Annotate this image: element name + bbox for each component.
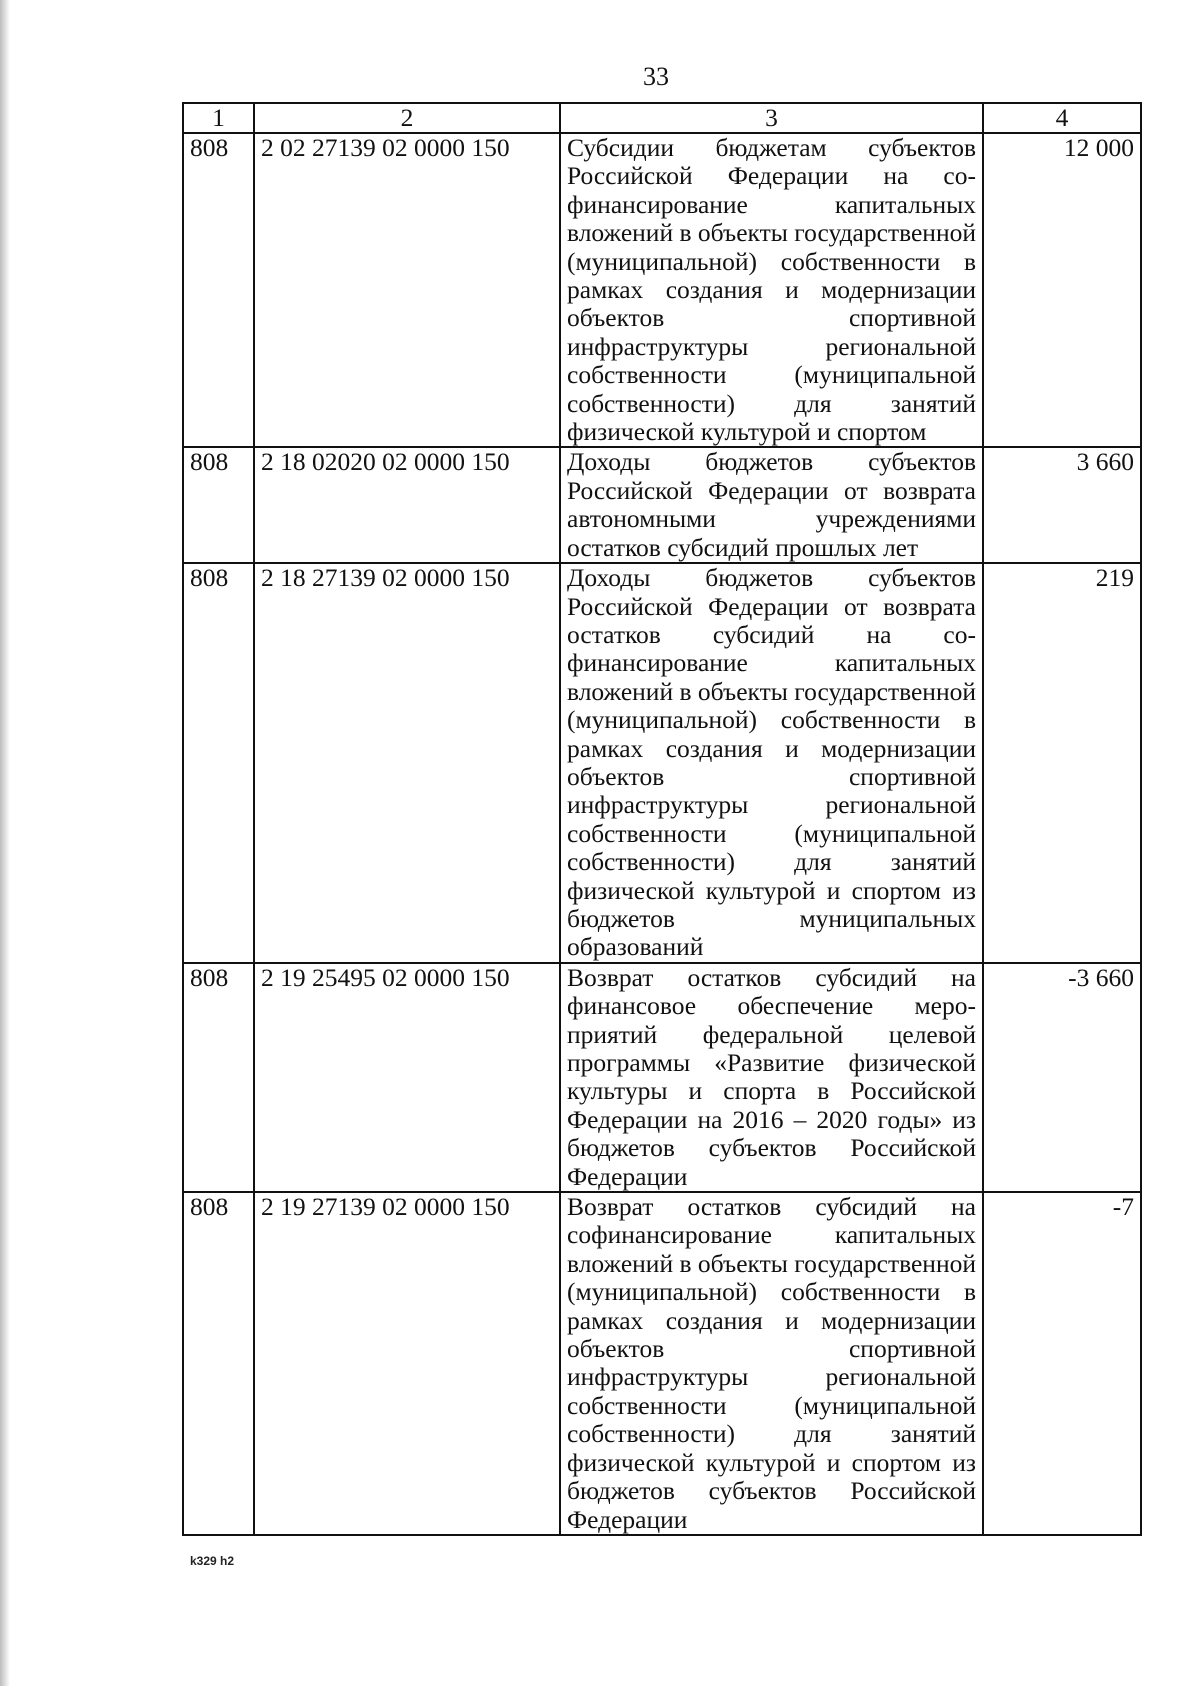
page-number: 33: [643, 62, 669, 91]
header-col-3: 3: [560, 103, 983, 133]
table-row: [183, 133, 1141, 447]
table-row: [183, 963, 1141, 1192]
budget-code-cell: 2 19 27139 02 0000 150: [254, 1192, 560, 1535]
revenue-table: [182, 102, 1142, 1536]
budget-code-cell: 2 02 27139 02 0000 150: [254, 133, 560, 447]
revenue-name-cell: Субсидии бюджетам субъектов Российской Федерации на софинансирование капитальных вложений в объекты государственной (муниципальной) собственности в рамках создания и модернизации объектов спортивной инфраструктуры региональной собственности (муниципальной собственности) для занятий физической культурой и спортом: [560, 133, 983, 447]
budget-code-cell: 2 19 25495 02 0000 150: [254, 963, 560, 1192]
budget-code-cell: 2 18 27139 02 0000 150: [254, 563, 560, 963]
admin-code-cell: 808: [183, 133, 254, 447]
scan-edge-shadow: [0, 0, 10, 1686]
amount-cell: 219: [983, 563, 1141, 963]
revenue-name-cell: Доходы бюджетов субъектов Российской Федерации от возврата автономными учреждениями остатков субсидий прошлых лет: [560, 447, 983, 563]
amount-cell: 12 000: [983, 133, 1141, 447]
revenue-name-cell: Возврат остатков субсидий на финансовое обеспечение мероприятий федеральной целевой программы «Развитие физической культуры и спорта в Российской Федерации на 2016 – 2020 годы» из бюджетов субъектов Российской Федерации: [560, 963, 983, 1192]
footer-document-code: k329 h2: [190, 1554, 235, 1568]
amount-cell: -7: [983, 1192, 1141, 1535]
header-col-1: 1: [183, 103, 254, 133]
admin-code-cell: 808: [183, 563, 254, 963]
admin-code-cell: 808: [183, 1192, 254, 1535]
table-header-row: [183, 103, 1141, 133]
table-row: [183, 1192, 1141, 1535]
admin-code-cell: 808: [183, 963, 254, 1192]
budget-code-cell: 2 18 02020 02 0000 150: [254, 447, 560, 563]
header-col-2: 2: [254, 103, 560, 133]
header-col-4: 4: [983, 103, 1141, 133]
revenue-name-cell: Возврат остатков субсидий на софинансирование капитальных вложений в объекты государственной (муниципальной) собственности в рамках создания и модернизации объектов спортивной инфраструктуры региональной собственности (муниципальной собственности) для занятий физической культурой и спортом из бюджетов субъектов Российской Федерации: [560, 1192, 983, 1535]
table-row: [183, 563, 1141, 963]
table-row: [183, 447, 1141, 563]
amount-cell: 3 660: [983, 447, 1141, 563]
revenue-name-cell: Доходы бюджетов субъектов Российской Федерации от возврата остатков субсидий на софинансирование капитальных вложений в объекты государственной (муниципальной) собственности в рамках создания и модернизации объектов спортивной инфраструктуры региональной собственности (муниципальной собственности) для занятий физической культурой и спортом из бюджетов муниципальных образований: [560, 563, 983, 963]
amount-cell: -3 660: [983, 963, 1141, 1192]
admin-code-cell: 808: [183, 447, 254, 563]
